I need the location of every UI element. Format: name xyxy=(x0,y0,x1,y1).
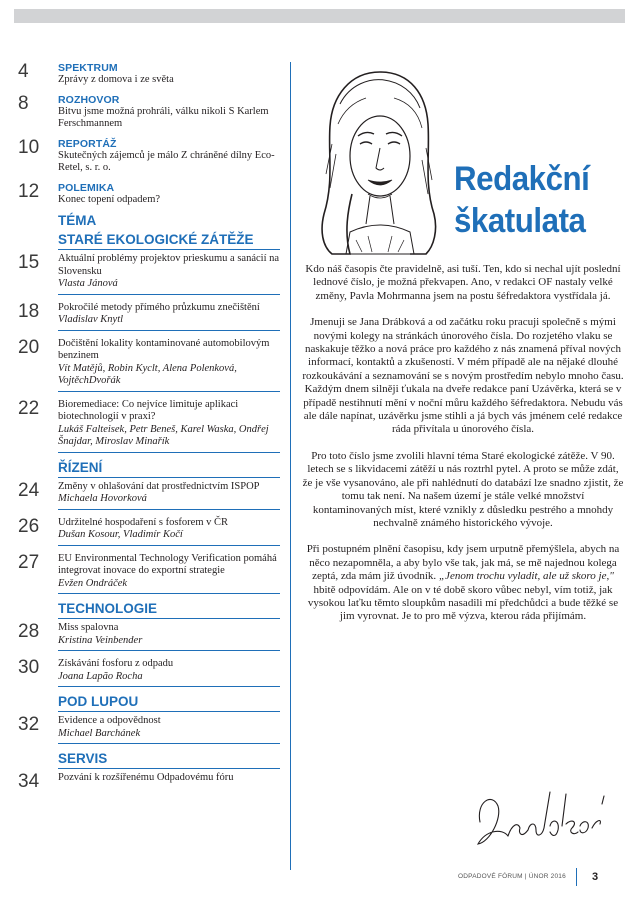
toc-entry[interactable] xyxy=(18,772,280,791)
toc-entry[interactable] xyxy=(18,182,280,207)
headline-line-2: škatulata xyxy=(454,202,586,240)
toc-section-label: POLEMIKA xyxy=(58,181,115,194)
toc-entry[interactable] xyxy=(18,399,280,453)
column-divider xyxy=(290,62,291,870)
toc-article-title: Evidence a odpovědnost xyxy=(58,715,161,726)
editor-signature xyxy=(472,782,622,852)
editorial-paragraph xyxy=(302,543,624,623)
toc-article-authors: Vladislav Knytl xyxy=(58,314,124,325)
toc-article-title: Aktuální problémy projektov prieskumu a sanácií na Slovensku xyxy=(58,253,280,277)
toc-article-authors: Vít Matějů, Robin Kyclt, Alena Polenková, VojtěchDvořák xyxy=(58,362,237,386)
toc-article-title: Konec topení odpadem? xyxy=(58,193,161,205)
toc-article-title: Změny v ohlašování dat prostřednictvím ISPOP xyxy=(58,480,260,492)
toc-article-title: Miss spalovna xyxy=(58,622,119,633)
toc-article-authors: Michaela Hovorková xyxy=(58,493,147,504)
top-bar xyxy=(14,9,625,23)
toc-entry[interactable] xyxy=(18,338,280,392)
toc-article-authors: Vlasta Jánová xyxy=(58,278,118,289)
toc-entry[interactable] xyxy=(18,253,280,295)
toc-article-authors: Joana Lapão Rocha xyxy=(58,670,143,682)
toc-page-number: 30 xyxy=(18,657,40,678)
toc-article-title: Skutečných zájemců je málo Z chráněné dílny Eco-Retel, s. r. o. xyxy=(58,149,275,173)
headline-line-1: Redakční xyxy=(454,160,590,198)
page-footer xyxy=(458,868,628,888)
toc-page-number: 15 xyxy=(18,252,40,273)
toc-entry[interactable] xyxy=(18,302,280,331)
page-number: 3 xyxy=(592,871,599,883)
toc-article-authors: Kristina Veinbender xyxy=(58,634,143,646)
toc-article-title: Zprávy z domova i ze světa xyxy=(58,74,174,85)
editorial-headline xyxy=(454,158,610,242)
toc-page-number: 32 xyxy=(18,714,40,735)
footer-publication: ODPADOVÉ FÓRUM | ÚNOR 2016 xyxy=(458,873,566,880)
section-heading-tema: TÉMA xyxy=(58,213,97,228)
section-heading-stare-ekologicke-zateze: STARÉ EKOLOGICKÉ ZÁTĚŽE xyxy=(58,232,280,250)
editorial-paragraph: Kdo náš časopis čte pravidelně, asi tuší. Ten, kdo si nechal ujít poslední lednové číslo, je možná překvapen. Ano, v redakci OF nastaly velké změny, Pavla Mohrmanna jsem na postu šéfredaktora vystřídala já. xyxy=(305,263,621,302)
toc-article-title: Získávání fosforu z odpadu xyxy=(58,658,174,669)
toc-entry[interactable] xyxy=(18,481,280,510)
toc-entry[interactable] xyxy=(18,138,280,175)
toc-page-number: 12 xyxy=(18,180,40,202)
footer-divider xyxy=(576,868,577,886)
section-heading-technologie: TECHNOLOGIE xyxy=(58,601,280,619)
toc-page-number: 10 xyxy=(18,136,40,158)
toc-page-number: 26 xyxy=(18,515,40,537)
toc-page-number: 24 xyxy=(18,479,40,501)
toc-article-authors: Lukáš Falteisek, Petr Beneš, Karel Waska, Ondřej Šnajdar, Miroslav Minařík xyxy=(58,423,269,447)
toc-entry[interactable] xyxy=(18,553,280,595)
section-heading-rizeni: ŘÍZENÍ xyxy=(58,460,280,478)
table-of-contents xyxy=(18,62,280,798)
toc-page-number: 28 xyxy=(18,621,40,642)
toc-entry[interactable] xyxy=(18,517,280,546)
toc-entry[interactable] xyxy=(18,622,280,651)
toc-page-number: 18 xyxy=(18,300,40,322)
toc-article-title: Pokročilé metody přímého průzkumu znečištění xyxy=(58,301,260,313)
toc-entry[interactable] xyxy=(18,658,280,687)
editorial-paragraph: Jmenuji se Jana Drábková a od začátku roku pracuji společně s mými novými kolegy na stránkách únorového čísla. Do rozjetého vlaku se naskakuje těžko a nová práce pro každého z nás znamená příval nových informací, kontaktů a zkušeností. V mém případě ale na nějaké dlouhé rozkoukávání a seznamování se s novým prostředím nebylo mnoho času. Každým dnem silněji ťukala na dveře redakce paní Uzávěrka, která se v případě nestihnutí mění v noční můru každého šéfredaktora. Nebudu vás ale dále napínat, uzávěrku jsme stihli a já bych vás jménem celé redakce ráda přivítala u únorového čísla. xyxy=(302,316,624,436)
editorial-quote: „Jenom trochu vyladit, ale už skoro je," xyxy=(438,570,614,583)
toc-article-title: EU Environmental Technology Verification pomáhá integrovat inovace do exportní strategie xyxy=(58,552,277,576)
editorial-text-span: Při postupném plnění časopisu, kdy jsem urputně přemýšlela, abych na něco nezapomněla, a aby bylo vše tak, jak má, se mě najednou kolega zeptá, zda mám již úvodník. xyxy=(306,543,620,583)
toc-page-number: 22 xyxy=(18,397,40,419)
toc-article-authors: Dušan Kosour, Vladimír Kočí xyxy=(58,529,183,540)
editorial-text xyxy=(302,263,624,637)
toc-section-label: SPEKTRUM xyxy=(58,62,118,74)
toc-page-number: 20 xyxy=(18,336,40,358)
toc-article-title: Bioremediace: Co nejvíce limituje aplikaci biotechnologií v praxi? xyxy=(58,398,239,422)
toc-section-label: REPORTÁŽ xyxy=(58,137,117,150)
section-heading-pod-lupou: POD LUPOU xyxy=(58,694,280,712)
toc-section-label: ROZHOVOR xyxy=(58,93,120,106)
toc-entry[interactable] xyxy=(18,94,280,131)
toc-page-number: 34 xyxy=(18,771,40,792)
editorial-text-span: hbitě odpovídám. Ale on v té době skoro vůbec nebyl, vím totiž, jak vysokou laťku těmto sloupkům nasadili mí předchůdci a bude těžké se jim vyrovnat. Je to pro mě výzva, kterou ráda přijímám. xyxy=(307,583,619,623)
toc-page-number: 27 xyxy=(18,551,40,573)
editor-portrait xyxy=(310,64,450,256)
toc-article-authors: Michael Barchánek xyxy=(58,727,141,739)
toc-article-title: Udržitelné hospodaření s fosforem v ČR xyxy=(58,516,229,528)
toc-article-title: Pozvání k rozšířenému Odpadovému fóru xyxy=(58,772,234,783)
toc-article-title: Bitvu jsme možná prohráli, válku nikoli S Karlem Ferschmannem xyxy=(58,105,269,129)
toc-article-authors: Evžen Ondráček xyxy=(58,577,128,589)
toc-entry[interactable] xyxy=(18,62,280,87)
toc-page-number: 8 xyxy=(18,92,29,114)
editorial-paragraph: Pro toto číslo jsme zvolili hlavní téma Staré ekologické zátěže. V 90. letech se s likvidacemi zátěží u nás roztrhl pytel. A proto se může zdát, že je vše vysanováno, ale při nahlédnutí do databází lze snadno zjistit, že tomu tak není. Na našem území je stále velké množství kontaminovaných míst, které vznikly z důsledku pestrého a mnohdy nechvalně známého historického vývoje. xyxy=(302,449,624,529)
toc-entry[interactable] xyxy=(18,715,280,744)
section-heading-servis: SERVIS xyxy=(58,751,280,769)
toc-page-number: 4 xyxy=(18,61,29,82)
toc-article-title: Dočištění lokality kontaminované automobilovým benzinem xyxy=(58,337,270,361)
